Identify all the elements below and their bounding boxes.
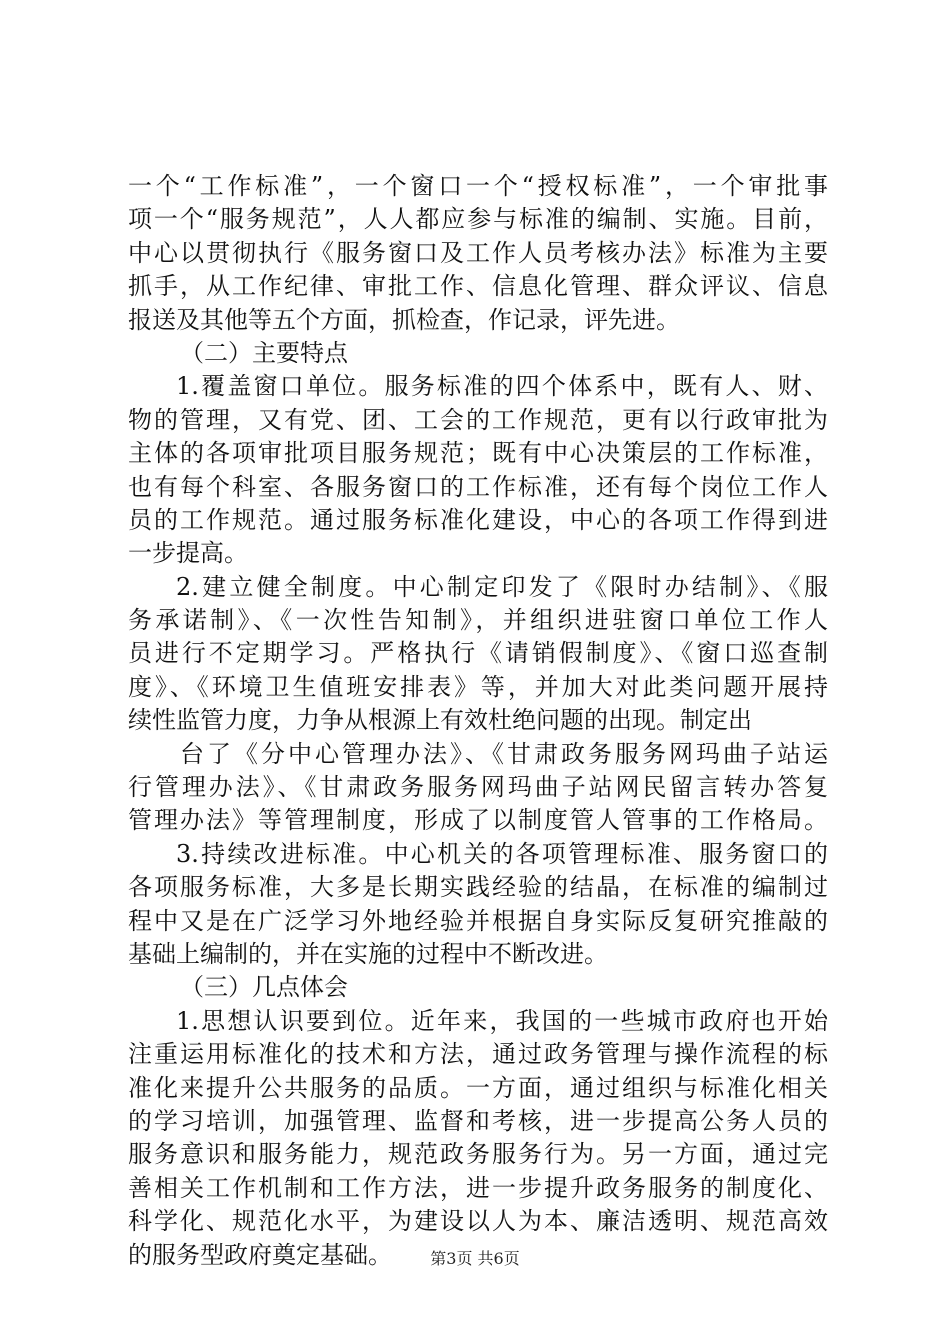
body-line: 项一个“服务规范”，人人都应参与标准的编制、实施。目前， — [128, 205, 828, 234]
body-line: 程中又是在广泛学习外地经验并根据自身实际反复研究推敲的 — [128, 906, 828, 935]
document-body — [128, 170, 828, 1272]
body-line: 也有每个科室、各服务窗口的工作标准，还有每个岗位工作人 — [128, 472, 828, 501]
body-line: 续性监管力度，力争从根源上有效杜绝问题的出现。制定出 — [128, 706, 752, 735]
body-line: 一个“工作标准”，一个窗口一个“授权标准”，一个审批事 — [128, 172, 828, 200]
body-line: 注重运用标准化的技术和方法，通过政务管理与操作流程的标 — [128, 1040, 828, 1069]
body-line: 善相关工作机制和工作方法，进一步提升政务服务的制度化、 — [128, 1173, 828, 1202]
body-line: 2.建立健全制度。中心制定印发了《限时办结制》、《服 — [176, 572, 828, 601]
body-line: 主体的各项审批项目服务规范；既有中心决策层的工作标准， — [128, 439, 828, 468]
body-line: 抓手，从工作纪律、审批工作、信息化管理、群众评议、信息 — [128, 272, 828, 301]
body-line: 度》、《环境卫生值班安排表》等，并加大对此类问题开展持 — [128, 672, 828, 701]
body-line: 基础上编制的，并在实施的过程中不断改进。 — [128, 939, 608, 968]
section-heading: （三）几点体会 — [180, 973, 348, 1002]
body-line: 科学化、规范化水平，为建设以人为本、廉洁透明、规范高效 — [128, 1207, 828, 1236]
body-line: 务承诺制》、《一次性告知制》，并组织进驻窗口单位工作人 — [128, 606, 828, 635]
body-line: 1.覆盖窗口单位。服务标准的四个体系中，既有人、财、 — [176, 372, 828, 401]
body-line: 3.持续改进标准。中心机关的各项管理标准、服务窗口的 — [176, 839, 828, 868]
section-heading: （二）主要特点 — [180, 338, 348, 367]
body-line: 员进行不定期学习。严格执行《请销假制度》、《窗口巡查制 — [128, 639, 828, 668]
body-line: 台了《分中心管理办法》、《甘肃政务服务网玛曲子站运 — [180, 739, 828, 768]
body-line: 管理办法》等管理制度，形成了以制度管人管事的工作格局。 — [128, 806, 828, 835]
body-line: 行管理办法》、《甘肃政务服务网玛曲子站网民留言转办答复 — [128, 773, 828, 802]
body-line: 的学习培训，加强管理、监督和考核，进一步提高公务人员的 — [128, 1106, 828, 1135]
body-line: 准化来提升公共服务的品质。一方面，通过组织与标准化相关 — [128, 1073, 828, 1102]
body-line: 员的工作规范。通过服务标准化建设，中心的各项工作得到进 — [128, 505, 828, 534]
body-line: 1.思想认识要到位。近年来，我国的一些城市政府也开始 — [176, 1006, 828, 1035]
page-footer: 第3页 共6页 — [430, 1249, 520, 1268]
body-line: 服务意识和服务能力，规范政务服务行为。另一方面，通过完 — [128, 1140, 828, 1169]
body-line: 报送及其他等五个方面，抓检查，作记录，评先进。 — [128, 305, 680, 334]
body-line: 物的管理，又有党、团、工会的工作规范，更有以行政审批为 — [128, 405, 828, 434]
body-line: 各项服务标准，大多是长期实践经验的结晶，在标准的编制过 — [128, 873, 828, 902]
body-line: 中心以贯彻执行《服务窗口及工作人员考核办法》标准为主要 — [128, 238, 828, 267]
body-line: 的服务型政府奠定基础。 — [128, 1240, 392, 1269]
body-line: 一步提高。 — [128, 539, 248, 568]
